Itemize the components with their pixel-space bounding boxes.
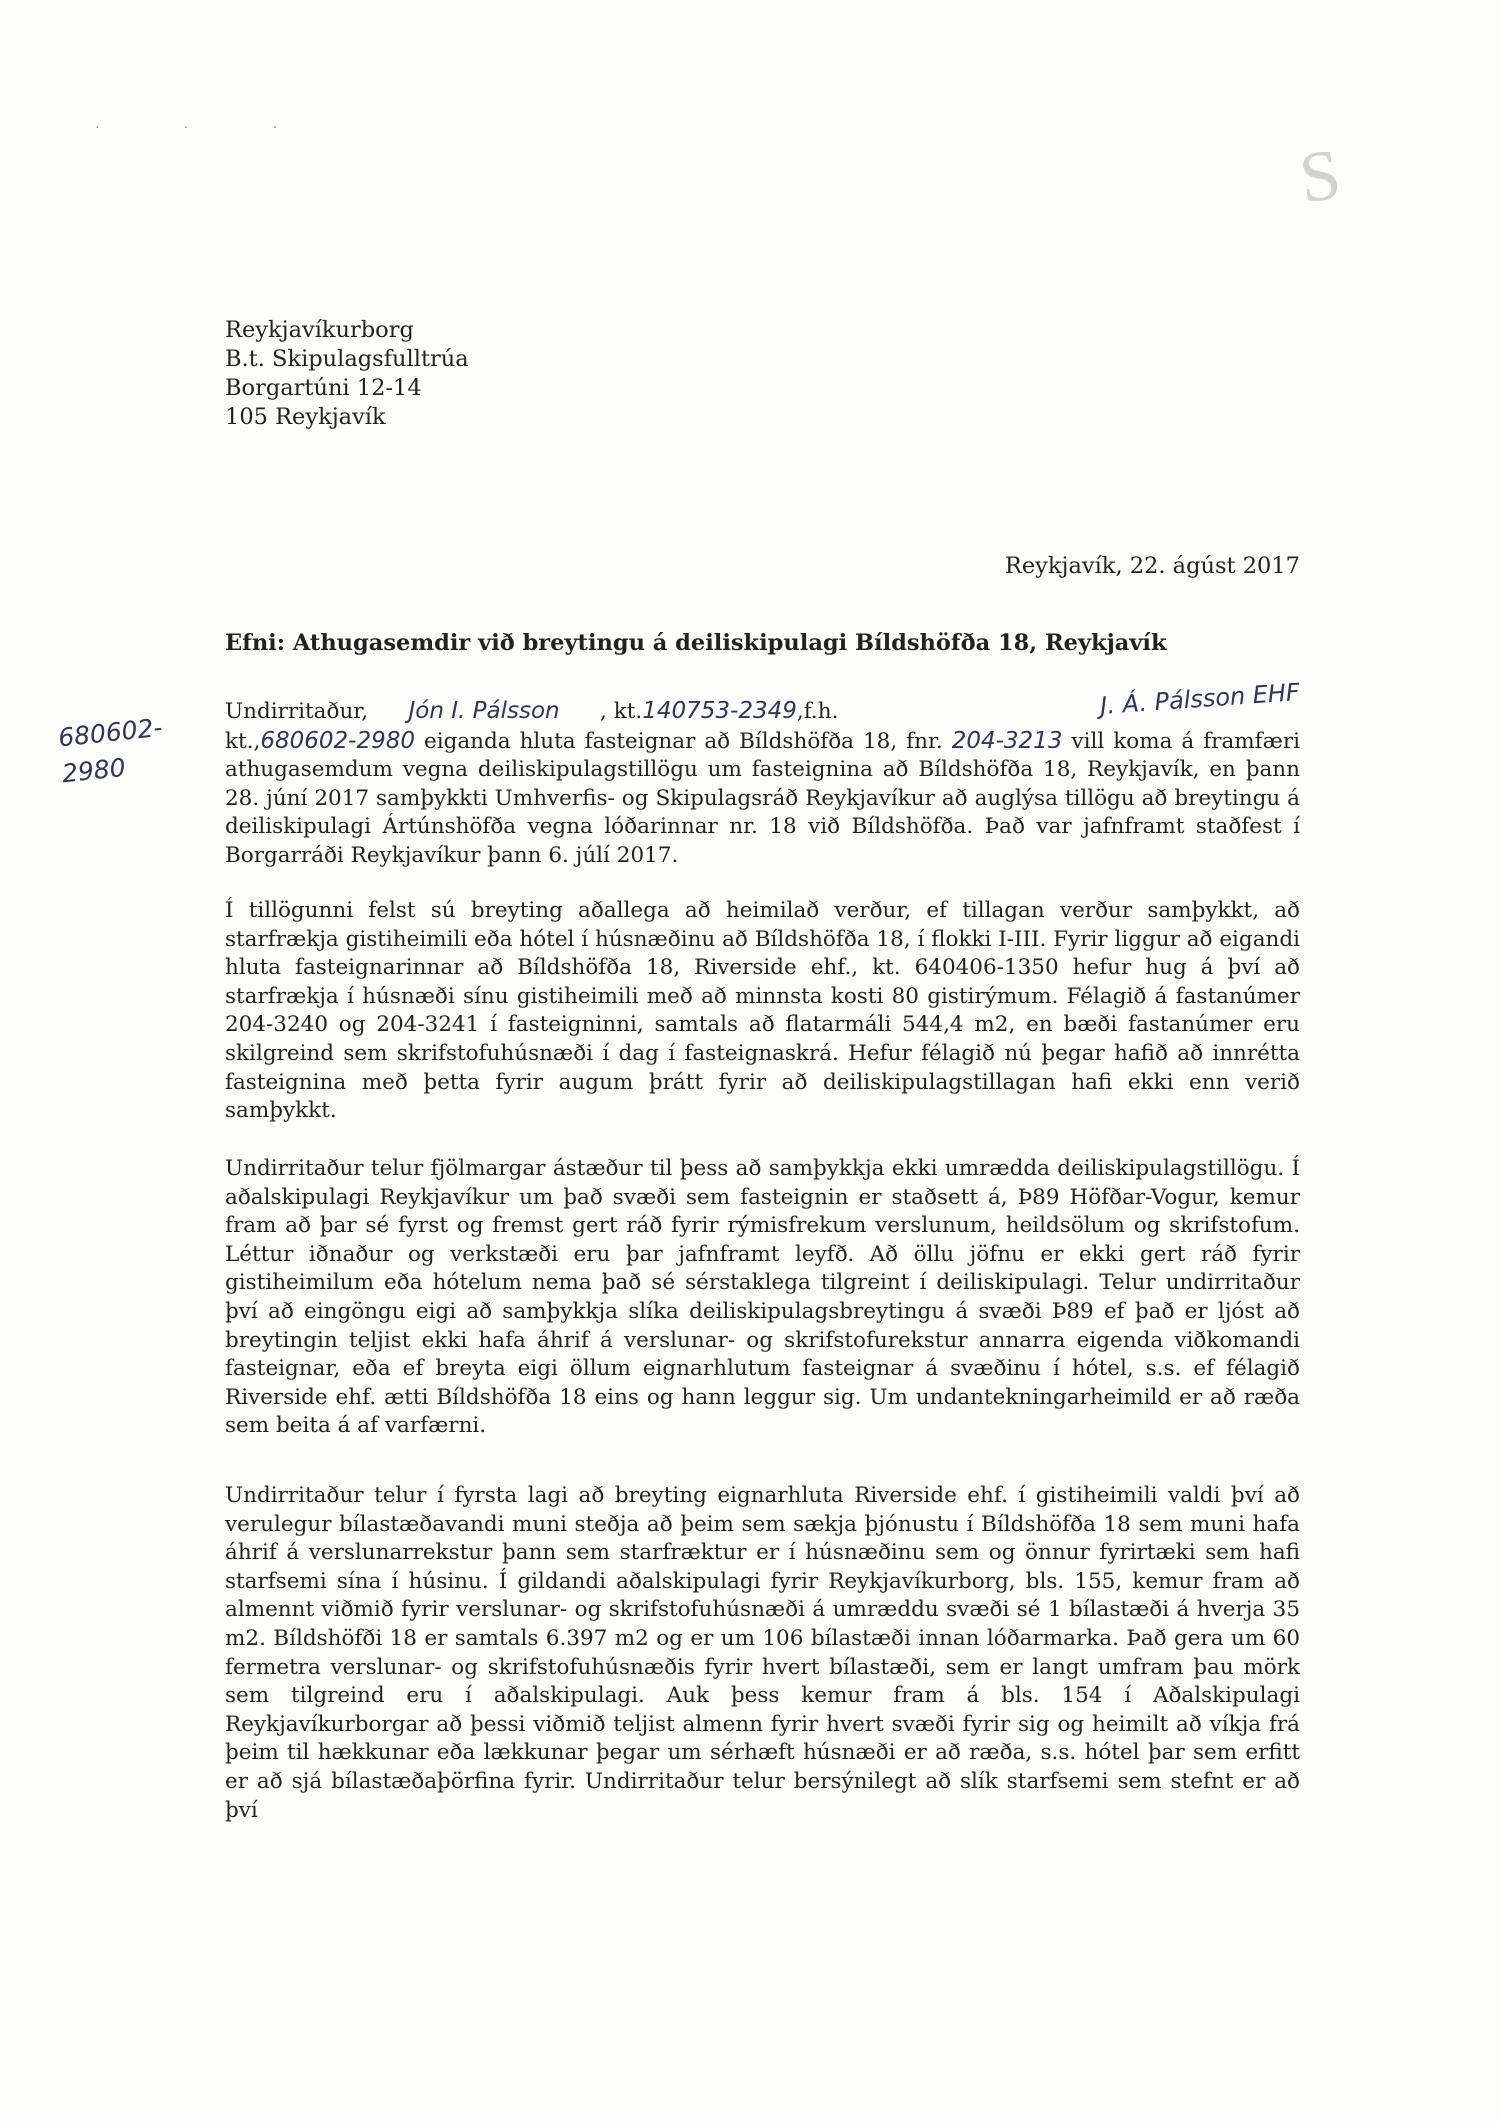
- handwritten-s-stamp: S: [1294, 133, 1346, 219]
- letter-subject: Efni: Athugasemdir við breytingu á deiliskipulagi Bíldshöfða 18, Reykjavík: [225, 630, 1167, 656]
- handwritten-company-name: J. Á. Pálsson EHF: [1099, 678, 1301, 720]
- recipient-line: 105 Reykjavík: [225, 404, 386, 430]
- body-paragraph: Í tillögunni felst sú breyting aðallega að heimilað verður, ef tillagan verður samþykkt, að starfrækja gistiheimili eða hótel í húsnæðinu að Bíldshöfða 18, í flokki I-III. Fyrir liggur að eigandi hluta fasteignarinnar að Bíldshöfða 18, Riverside ehf., kt. 640406-1350 hefur hug á því að starfrækja í húsnæði sínu gistiheimili með að minnsta kosti 80 gistirýmum. Félagið á fastanúmer 204-3240 og 204-3241 í fasteigninni, samtals að flatarmáli 544,4 m2, en bæði fastanúmer eru skilgreind sem skrifstofuhúsnæði í dag í fasteignaskrá. Hefur félagið nú þegar hafið að innrétta fasteignina með þetta fyrir augum þrátt fyrir að deiliskipulagstillagan hafi ekki enn verið samþykkt.: [225, 898, 1300, 1124]
- body-paragraph: Undirritaður telur fjölmargar ástæður til þess að samþykkja ekki umrædda deiliskipulagstillögu. Í aðalskipulagi Reykjavíkur um það svæði sem fasteignin er staðsett á, Þ89 Höfðar-Vogur, kemur fram að þar sé fyrst og fremst gert ráð fyrir rýmisfrekum verslunum, heildsölum og skrifstofum. Léttur iðnaður og verkstæði eru þar jafnframt leyfð. Að öllu jöfnu er ekki gert ráð fyrir gistiheimilum eða hótelum nema það sé sérstaklega tilgreint í deiliskipulagi. Telur undirritaður því að eingöngu eigi að samþykkja slíka deiliskipulagsbreytingu á svæði Þ89 ef það er ljóst að breytingin teljist ekki hafa áhrif á verslunar- og skrifstofurekstur annarra eigenda viðkomandi fasteignar, eða ef breyta eigi öllum eignarhlutum fasteignar á svæðinu í hótel, s.s. ef félagið Riverside ehf. ætti Bíldshöfða 18 eins og hann leggur sig. Um undantekningarheimild er að ræða sem beita á af varfærni.: [225, 1156, 1300, 1439]
- scan-specks: · · ·: [95, 120, 318, 136]
- handwritten-kennitala: 140753-2349: [642, 698, 797, 724]
- margin-note-line: 680602-: [56, 712, 164, 753]
- text-span: Undirritaður,: [225, 699, 369, 724]
- text-span: ,f.h.: [796, 699, 839, 724]
- margin-note-line: 2980: [60, 752, 127, 789]
- recipient-address: [225, 316, 469, 432]
- handwritten-signature: Jón I. Pálsson: [408, 698, 560, 724]
- recipient-line: Reykjavíkurborg: [225, 317, 414, 343]
- letter-date: Reykjavík, 22. ágúst 2017: [1004, 553, 1300, 579]
- body-paragraph: Undirritaður telur í fyrsta lagi að breyting eignarhluta Riverside ehf. í gistiheimili valdi því að verulegur bílastæðavandi muni steðja að þeim sem sækja þjónustu í Bíldshöfða 18 sem muni hafa áhrif á verslunarrekstur þann sem starfræktur er í húsnæðinu sem og önnur fyrirtæki sem hafi starfsemi sína í húsinu. Í gildandi aðalskipulagi fyrir Reykjavíkurborg, bls. 155, kemur fram að almennt viðmið fyrir verslunar- og skrifstofuhúsnæði á umræddu svæði sé 1 bílastæði á hverja 35 m2. Bíldshöfði 18 er samtals 6.397 m2 og er um 106 bílastæði innan lóðarmarka. Það gera um 60 fermetra verslunar- og skrifstofuhúsnæðis fyrir hvert bílastæði, sem er langt umfram þau mörk sem tilgreind eru í aðalskipulagi. Auk þess kemur fram á bls. 154 í Aðalskipulagi Reykjavíkurborgar að þessi viðmið teljist almenn fyrir hvert svæði fyrir sig og heimilt að víkja frá þeim til hækkunar eða lækkunar þegar um sérhæft húsnæði er að ræða, s.s. hótel þar sem erfitt er að sjá bílastæðaþörfina fyrir. Undirritaður telur bersýnilegt að slík starfsemi sem stefnt er að því: [225, 1483, 1300, 1823]
- handwritten-margin-note: [57, 710, 168, 793]
- text-span: eiganda hluta fasteignar að Bíldshöfða 18, fnr.: [423, 728, 943, 754]
- text-span: vill koma á framfæri athugasemdum vegna deiliskipulagstillögu um fasteignina að Bíldshöfða 18, Reykjavík, en þann 28. júní 2017 samþykkti Umhverfis- og Skipulagsráð Reykjavíkur að auglýsa tillögu að breytingu á deiliskipulagi Ártúnshöfða vegna lóðarinnar nr. 18 við Bíldshöfða. Það var jafnframt staðfest í Borgarráði Reykjavíkur þann 6. júlí 2017.: [225, 728, 1300, 868]
- intro-paragraph: [225, 697, 1300, 871]
- handwritten-fastanumer: 204-3213: [951, 727, 1063, 754]
- handwritten-company-kennitala: 680602-2980: [260, 727, 415, 754]
- recipient-line: B.t. Skipulagsfulltrúa: [225, 346, 469, 372]
- text-span: , kt.: [600, 699, 643, 724]
- text-span: kt.,: [225, 728, 261, 754]
- recipient-line: Borgartúni 12-14: [225, 375, 422, 401]
